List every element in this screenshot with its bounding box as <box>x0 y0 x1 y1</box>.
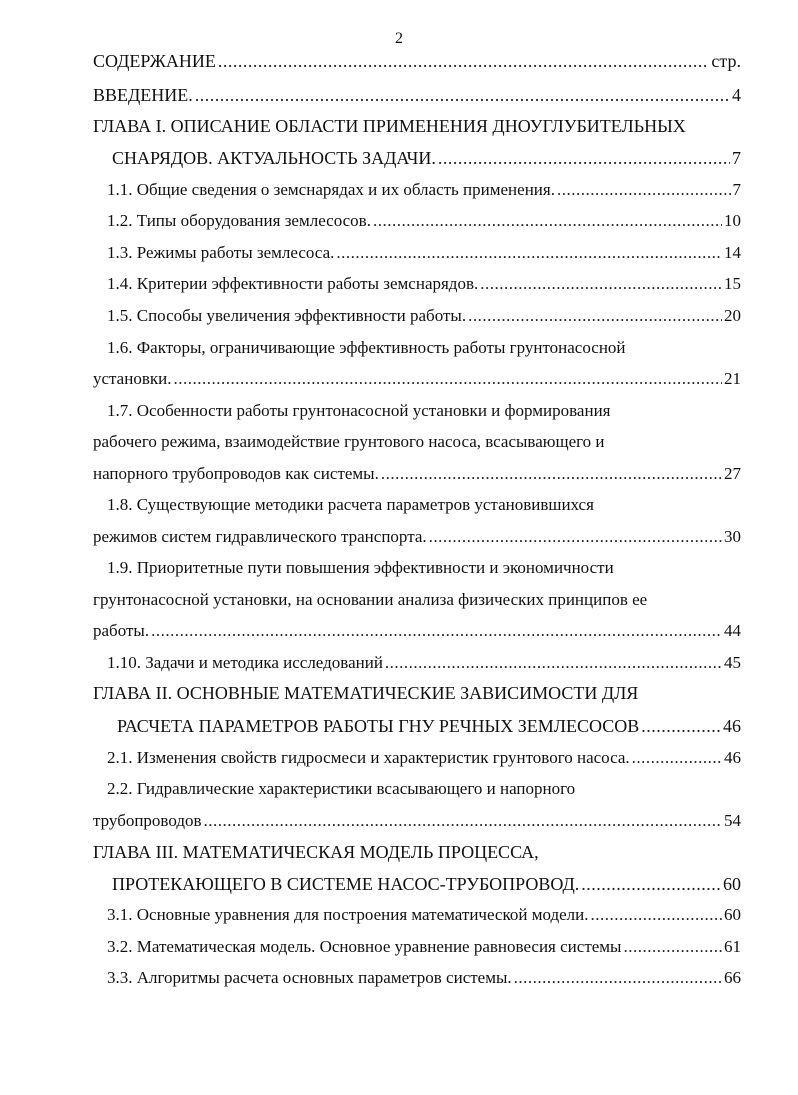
dot-leader <box>480 272 722 296</box>
toc-entry-1-7 <box>93 462 741 486</box>
chapter-title-line: СНАРЯДОВ. АКТУАЛЬНОСТЬ ЗАДАЧИ. <box>112 148 436 168</box>
dot-leader <box>632 746 722 770</box>
toc-heading-page: стр. <box>711 51 741 71</box>
toc-entry-3-3 <box>107 966 741 990</box>
toc-entry-title: 3.3. Алгоритмы расчета основных параметров системы. <box>107 968 512 987</box>
toc-entry-title: работы. <box>93 621 150 640</box>
toc-entry-1-4 <box>107 272 741 296</box>
toc-entry-title: 1.1. Общие сведения о земснарядах и их область применения. <box>107 180 555 199</box>
chapter-title-line: ГЛАВА I. ОПИСАНИЕ ОБЛАСТИ ПРИМЕНЕНИЯ ДНОУГЛУБИТЕЛЬНЫХ <box>93 116 686 136</box>
toc-entry-1-3 <box>107 241 741 265</box>
toc-entry-title: установки. <box>93 369 172 388</box>
toc-entry-title: 1.4. Критерии эффективности работы земснарядов. <box>107 274 479 293</box>
dot-leader <box>581 872 721 896</box>
chapter-title-line: РАСЧЕТА ПАРАМЕТРОВ РАБОТЫ ГНУ РЕЧНЫХ ЗЕМЛЕСОСОВ <box>117 716 640 736</box>
toc-entry-title: 2.2. Гидравлические характеристики всасывающего и напорного <box>107 779 576 798</box>
toc-entry-page: 14 <box>724 243 741 262</box>
toc-entry-title: 3.1. Основные уравнения для построения математической модели. <box>107 905 589 924</box>
toc-entry-page: 20 <box>724 306 741 325</box>
toc-entry-1-8-line1 <box>107 493 741 517</box>
toc-entry-title: 1.2. Типы оборудования землесосов. <box>107 211 371 230</box>
dot-leader <box>641 714 721 738</box>
dot-leader <box>385 651 722 675</box>
toc-entry-title: режимов систем гидравлического транспорта. <box>93 527 427 546</box>
dot-leader <box>438 146 730 170</box>
toc-entry-page: 54 <box>724 811 741 830</box>
dot-leader <box>218 49 710 73</box>
toc-entry-title: 1.8. Существующие методики расчета параметров установившихся <box>107 495 594 514</box>
toc-entry-page: 27 <box>724 464 741 483</box>
toc-entry-title: 2.1. Изменения свойств гидросмеси и характеристик грунтового насоса. <box>107 748 630 767</box>
toc-entry-1-9 <box>93 619 741 643</box>
toc-chapter-1-title <box>93 114 741 138</box>
toc-entry-page: 10 <box>724 211 741 230</box>
toc-entry-1-8 <box>93 525 741 549</box>
toc-heading-label: СОДЕРЖАНИЕ <box>93 51 216 71</box>
toc-entry-title: грунтонасосной установки, на основании анализа физических принципов ее <box>93 590 648 609</box>
toc-chapter-2 <box>117 714 741 738</box>
toc-entry-1-7-line1 <box>107 399 741 423</box>
toc-entry-page: 66 <box>724 968 741 987</box>
toc-entry-1-1 <box>107 178 741 202</box>
toc-entry-title: 3.2. Математическая модель. Основное уравнение равновесия системы <box>107 937 622 956</box>
toc-entry-page: 46 <box>724 748 741 767</box>
toc-entry-page: 46 <box>723 716 741 736</box>
toc-entry-page: 21 <box>724 369 741 388</box>
dot-leader <box>204 809 722 833</box>
toc-entry-title: ВВЕДЕНИЕ. <box>93 85 193 105</box>
toc-entry-page: 7 <box>732 148 741 168</box>
dot-leader <box>591 903 722 927</box>
dot-leader <box>623 935 722 959</box>
toc-entry-page: 60 <box>723 874 741 894</box>
toc-entry-title: напорного трубопроводов как системы. <box>93 464 379 483</box>
toc-entry-1-6 <box>93 367 741 391</box>
toc-entry-1-7-line2 <box>93 430 741 454</box>
toc-entry-page: 45 <box>724 653 741 672</box>
dot-leader <box>151 619 722 643</box>
toc-entry-1-9-line1 <box>107 556 741 580</box>
toc-chapter-2-title <box>93 681 741 705</box>
dot-leader <box>195 83 730 107</box>
toc-entry-intro <box>93 83 741 107</box>
toc-entry-3-2 <box>107 935 741 959</box>
toc-entry-1-9-line2 <box>93 588 741 612</box>
dot-leader <box>381 462 722 486</box>
toc-entry-page: 60 <box>724 905 741 924</box>
toc-entry-2-1 <box>107 746 741 770</box>
toc-entry-page: 4 <box>732 85 741 105</box>
dot-leader <box>173 367 722 391</box>
toc-entry-1-6-line1 <box>107 336 741 360</box>
toc-entry-title: трубопроводов <box>93 811 202 830</box>
toc-entry-1-2 <box>107 209 741 233</box>
dot-leader <box>373 209 722 233</box>
chapter-title-line: ГЛАВА III. МАТЕМАТИЧЕСКАЯ МОДЕЛЬ ПРОЦЕССА, <box>93 842 539 862</box>
chapter-title-line: ПРОТЕКАЮЩЕГО В СИСТЕМЕ НАСОС-ТРУБОПРОВОД. <box>112 874 580 894</box>
dot-leader <box>429 525 722 549</box>
toc-entry-title: 1.3. Режимы работы землесоса. <box>107 243 335 262</box>
toc-chapter-3-title <box>93 840 741 864</box>
toc-entry-title: 1.10. Задачи и методика исследований <box>107 653 383 672</box>
toc-entry-page: 30 <box>724 527 741 546</box>
toc-entry-title: рабочего режима, взаимодействие грунтового насоса, всасывающего и <box>93 432 605 451</box>
toc-entry-title: 1.7. Особенности работы грунтонасосной установки и формирования <box>107 401 611 420</box>
toc-entry-title: 1.6. Факторы, ограничивающие эффективность работы грунтонасосной <box>107 338 626 357</box>
dot-leader <box>557 178 731 202</box>
chapter-title-line: ГЛАВА II. ОСНОВНЫЕ МАТЕМАТИЧЕСКИЕ ЗАВИСИМОСТИ ДЛЯ <box>93 683 639 703</box>
toc-entry-3-1 <box>107 903 741 927</box>
toc-chapter-1 <box>112 146 741 170</box>
toc-entry-page: 15 <box>724 274 741 293</box>
toc-entry-page: 61 <box>724 937 741 956</box>
toc-entry-page: 7 <box>732 180 741 199</box>
toc-entry-1-10 <box>107 651 741 675</box>
dot-leader <box>336 241 722 265</box>
toc-heading <box>93 49 741 73</box>
toc-entry-title: 1.9. Приоритетные пути повышения эффективности и экономичности <box>107 558 614 577</box>
dot-leader <box>514 966 722 990</box>
toc-entry-1-5 <box>107 304 741 328</box>
toc-entry-2-2 <box>93 809 741 833</box>
toc-entry-title: 1.5. Способы увеличения эффективности работы. <box>107 306 467 325</box>
dot-leader <box>468 304 722 328</box>
page-number: 2 <box>395 30 403 47</box>
toc-entry-2-2-line1 <box>107 777 741 801</box>
toc-entry-page: 44 <box>724 621 741 640</box>
toc-chapter-3 <box>112 872 741 896</box>
